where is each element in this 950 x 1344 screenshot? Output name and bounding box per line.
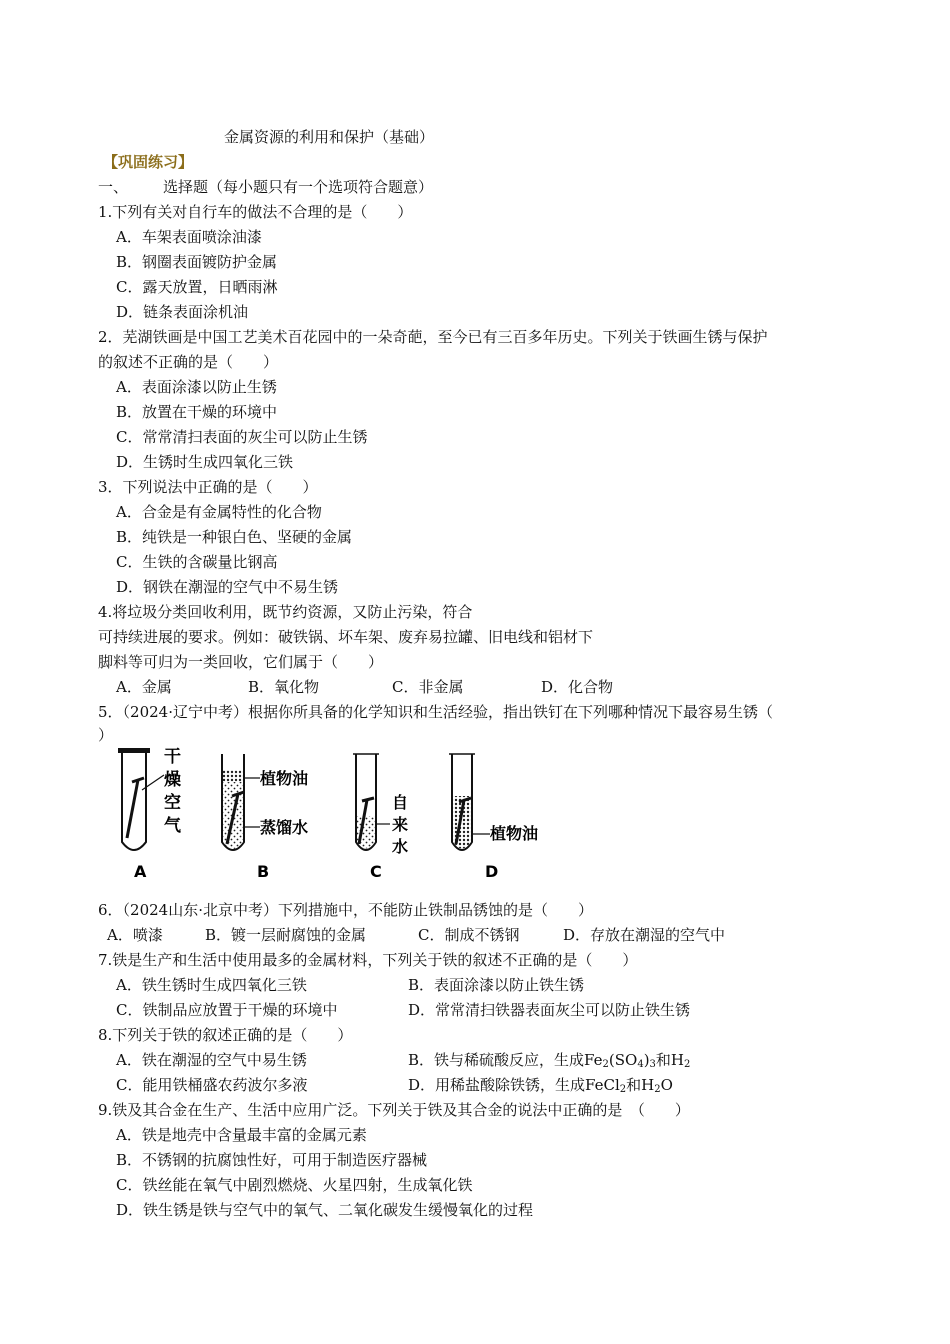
tube-d [449,754,538,881]
q2-option-c: C．常常清扫表面的灰尘可以防止生锈 [116,428,368,446]
q8-option-a: A．铁在潮湿的空气中易生锈 [116,1051,307,1069]
label-tap-2: 来 [392,815,409,834]
q9-stem: 9.铁及其合金在生产、生活中应用广泛。下列关于铁及其合金的说法中正确的是 （ ） [98,1101,690,1119]
label-dry-1: 干 [164,747,181,767]
q3-stem: 3．下列说法中正确的是（ ） [98,478,318,496]
q4-option-a: A．金属 [116,678,172,696]
q6-option-a: A．喷漆 [107,926,163,944]
q7-option-a: A．铁生锈时生成四氧化三铁 [116,976,307,994]
q6-option-d: D．存放在潮湿的空气中 [563,926,726,944]
tube-c [353,754,408,881]
q8-option-c: C．能用铁桶盛农药波尔多液 [116,1076,308,1094]
q2-stem-line2: 的叙述不正确的是（ ） [98,353,279,371]
q8-option-b: B．铁与稀硫酸反应，生成$Fe_2(SO_4)_3$和$H_2$ [408,1051,691,1070]
label-d: D [485,862,499,881]
test-tube-figure [110,742,570,884]
nail-a [127,780,138,838]
page-title: 金属资源的利用和保护（基础） [224,128,435,146]
label-dry-4: 气 [164,816,181,836]
q2-option-b: B．放置在干燥的环境中 [116,403,278,421]
q1-option-a: A．车架表面喷涂油漆 [116,228,262,246]
q5-stem-line2: ） [98,726,114,744]
oil-layer-b [223,770,243,782]
q9-option-b: B．不锈钢的抗腐蚀性好，可用于制造医疗器械 [116,1151,428,1169]
q9-option-c: C．铁丝能在氧气中剧烈燃烧、火星四射，生成氧化铁 [116,1176,473,1194]
q7-option-b: B．表面涂漆以防止铁生锈 [408,976,585,994]
q4-option-d: D．化合物 [541,678,614,696]
q4-stem-line2: 可持续进展的要求。例如：破铁锅、坏车架、废弃易拉罐、旧电线和铝材下 [98,628,594,646]
q1-option-d: D．链条表面涂机油 [116,303,249,321]
q6-stem: 6．（2024山东·北京中考）下列措施中，不能防止铁制品锈蚀的是（ ） [98,901,593,919]
tube-b [222,754,308,881]
q7-option-d: D．常常清扫铁器表面灰尘可以防止铁生锈 [408,1001,691,1019]
q1-option-c: C．露天放置，日晒雨淋 [116,278,278,296]
q4-stem-line3: 脚料等可归为一类回收，它们属于（ ） [98,653,384,671]
label-oil-b: 植物油 [260,769,309,788]
part-heading: 选择题（每小题只有一个选项符合题意） [163,178,434,196]
part-number: 一、 [98,178,129,196]
stopper-a [118,748,150,753]
label-b: B [257,862,270,881]
q9-option-a: A．铁是地壳中含量最丰富的金属元素 [116,1126,367,1144]
q3-option-a: A．合金是有金属特性的化合物 [116,503,322,521]
q6-option-b: B．镀一层耐腐蚀的金属 [205,926,367,944]
q2-stem-line1: 2．芜湖铁画是中国工艺美术百花园中的一朵奇葩，至今已有三百多年历史。下列关于铁画生锈与保护 [98,328,768,346]
q8-stem: 8.下列关于铁的叙述正确的是（ ） [98,1026,353,1044]
label-dry-2: 燥 [164,770,181,790]
q3-option-c: C．生铁的含碳量比钢高 [116,553,278,571]
label-c: C [370,862,382,881]
q1-option-b: B．钢圈表面镀防护金属 [116,253,278,271]
q8-option-d: D．用稀盐酸除铁锈，生成FeCl$_2$和$H_2O$ [408,1076,673,1095]
section-heading: 【巩固练习】 [103,153,194,171]
label-tap-3: 水 [392,837,409,856]
q3-option-b: B．纯铁是一种银白色、坚硬的金属 [116,528,353,546]
q5-stem-line1: 5．（2024·辽宁中考）根据你所具备的化学知识和生活经验，指出铁钉在下列哪种情况下最容易生锈（ [98,703,773,721]
q2-option-a: A．表面涂漆以防止生锈 [116,378,277,396]
tube-a [118,747,182,881]
q9-option-d: D．铁生锈是铁与空气中的氧气、二氧化碳发生缓慢氧化的过程 [116,1201,534,1219]
label-a: A [134,862,147,881]
q6-option-c: C．制成不锈钢 [418,926,520,944]
label-water-b: 蒸馏水 [260,818,309,837]
label-tap-1: 自 [392,793,409,812]
q2-option-d: D．生锈时生成四氧化三铁 [116,453,294,471]
q4-option-c: C．非金属 [392,678,464,696]
label-oil-d: 植物油 [490,824,539,843]
q4-stem-line1: 4.将垃圾分类回收利用，既节约资源，又防止污染，符合 [98,603,473,621]
q7-stem: 7.铁是生产和生活中使用最多的金属材料，下列关于铁的叙述不正确的是（ ） [98,951,638,969]
label-dry-3: 空 [164,793,181,813]
q7-option-c: C．铁制品应放置于干燥的环境中 [116,1001,338,1019]
q4-option-b: B．氧化物 [248,678,320,696]
q1-stem: 1.下列有关对自行车的做法不合理的是（ ） [98,203,413,221]
q3-option-d: D．钢铁在潮湿的空气中不易生锈 [116,578,339,596]
